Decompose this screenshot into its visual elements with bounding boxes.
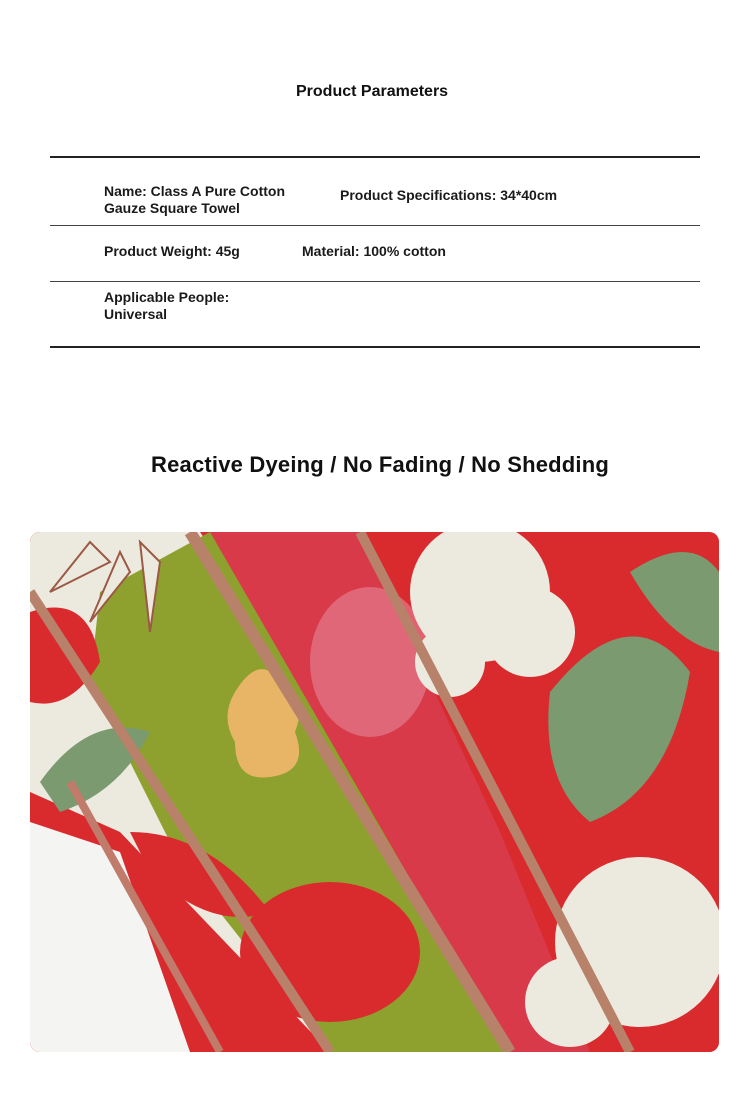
table-row-divider: [50, 225, 700, 226]
param-material: Material: 100% cotton: [302, 243, 446, 259]
feature-headline: Reactive Dyeing / No Fading / No Shedding: [150, 452, 610, 477]
section-title: Product Parameters: [296, 83, 449, 100]
param-applicable-people: Applicable People: Universal: [104, 289, 230, 322]
table-row-divider: [50, 281, 700, 282]
param-specifications: Product Specifications: 34*40cm: [340, 187, 558, 203]
table-bottom-rule: [50, 346, 700, 348]
product-photo: [30, 532, 719, 1052]
table-top-rule: [50, 156, 700, 158]
param-weight: Product Weight: 45g: [104, 243, 240, 259]
param-name: Name: Class A Pure Cotton Gauze Square Towel: [104, 183, 285, 216]
